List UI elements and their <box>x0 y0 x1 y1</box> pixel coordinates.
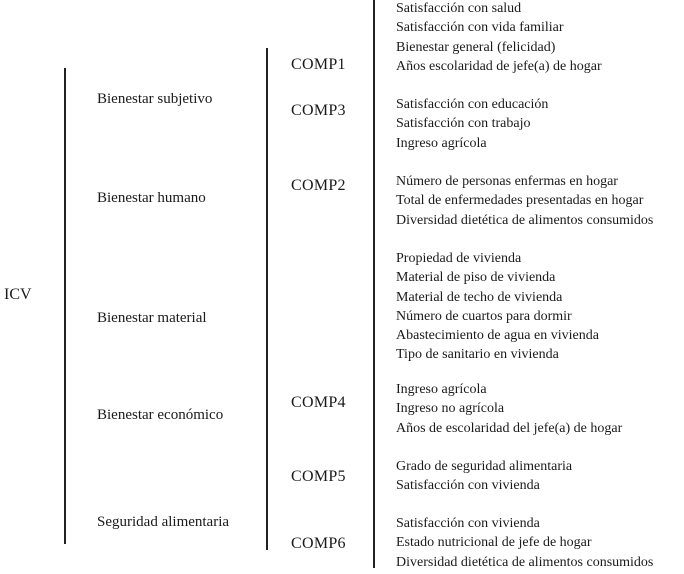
indicator-item: Ingreso agrícola <box>396 382 487 397</box>
indicator-item: Ingreso no agrícola <box>396 401 505 417</box>
component-comp6: COMP6 <box>291 535 346 552</box>
component-comp4: COMP4 <box>291 394 346 411</box>
component-comp5: COMP5 <box>291 468 346 485</box>
component-comp3: COMP3 <box>291 102 346 119</box>
dimension-bienestar-material: Bienestar material <box>97 310 207 326</box>
indicator-item: Diversidad dietética de alimentos consumidos <box>396 554 654 570</box>
indicator-item: Material de techo de vivienda <box>396 289 563 305</box>
indicator-item: Abastecimiento de agua en vivienda <box>396 328 599 344</box>
indicator-group-7 <box>396 514 653 572</box>
indicator-item: Material de piso de vivienda <box>396 270 556 286</box>
dimension-bienestar-humano: Bienestar humano <box>97 190 206 206</box>
indicator-item: Años escolaridad de jefe(a) de hogar <box>396 58 602 74</box>
indicator-item: Propiedad de vivienda <box>396 251 522 266</box>
indicator-item: Número de cuartos para dormir <box>396 308 572 324</box>
indicator-item: Total de enfermedades presentadas en hogar <box>396 193 644 209</box>
indicator-group-2 <box>396 95 548 153</box>
icv-bracket-line <box>64 68 66 544</box>
dimension-bienestar-subjetivo: Bienestar subjetivo <box>97 91 213 107</box>
indicator-item: Grado de seguridad alimentaria <box>396 459 573 474</box>
indicator-item: Satisfacción con trabajo <box>396 116 531 132</box>
indicator-item: Años de escolaridad del jefe(a) de hogar <box>396 420 623 436</box>
indicator-group-3 <box>396 172 653 230</box>
indicator-item: Bienestar general (felicidad) <box>396 39 556 55</box>
indicator-item: Satisfacción con vivienda <box>396 478 540 494</box>
indicator-item: Satisfacción con educación <box>396 97 549 112</box>
component-comp1: COMP1 <box>291 56 346 73</box>
indicator-item: Estado nutricional de jefe de hogar <box>396 535 592 551</box>
indicator-group-6 <box>396 457 572 496</box>
indicator-item: Ingreso agrícola <box>396 135 487 151</box>
indicator-item: Tipo de sanitario en vivienda <box>396 347 559 363</box>
dimension-seguridad-alimentaria: Seguridad alimentaria <box>97 514 230 530</box>
indicator-item: Satisfacción con vivienda <box>396 516 540 531</box>
component-comp2: COMP2 <box>291 177 346 194</box>
root-label-icv: ICV <box>4 286 32 303</box>
indicator-item: Diversidad dietética de alimentos consumidos <box>396 212 654 228</box>
indicator-item: Satisfacción con vida familiar <box>396 20 564 36</box>
indicator-bracket-line <box>373 0 375 568</box>
indicator-item: Satisfacción con salud <box>396 1 522 16</box>
component-bracket-line <box>266 48 268 550</box>
indicator-item: Número de personas enfermas en hogar <box>396 174 618 189</box>
indicator-group-4 <box>396 249 599 365</box>
indicator-group-1 <box>396 0 602 76</box>
dimension-bienestar-economico: Bienestar económico <box>97 407 224 423</box>
indicator-group-5 <box>396 380 622 438</box>
